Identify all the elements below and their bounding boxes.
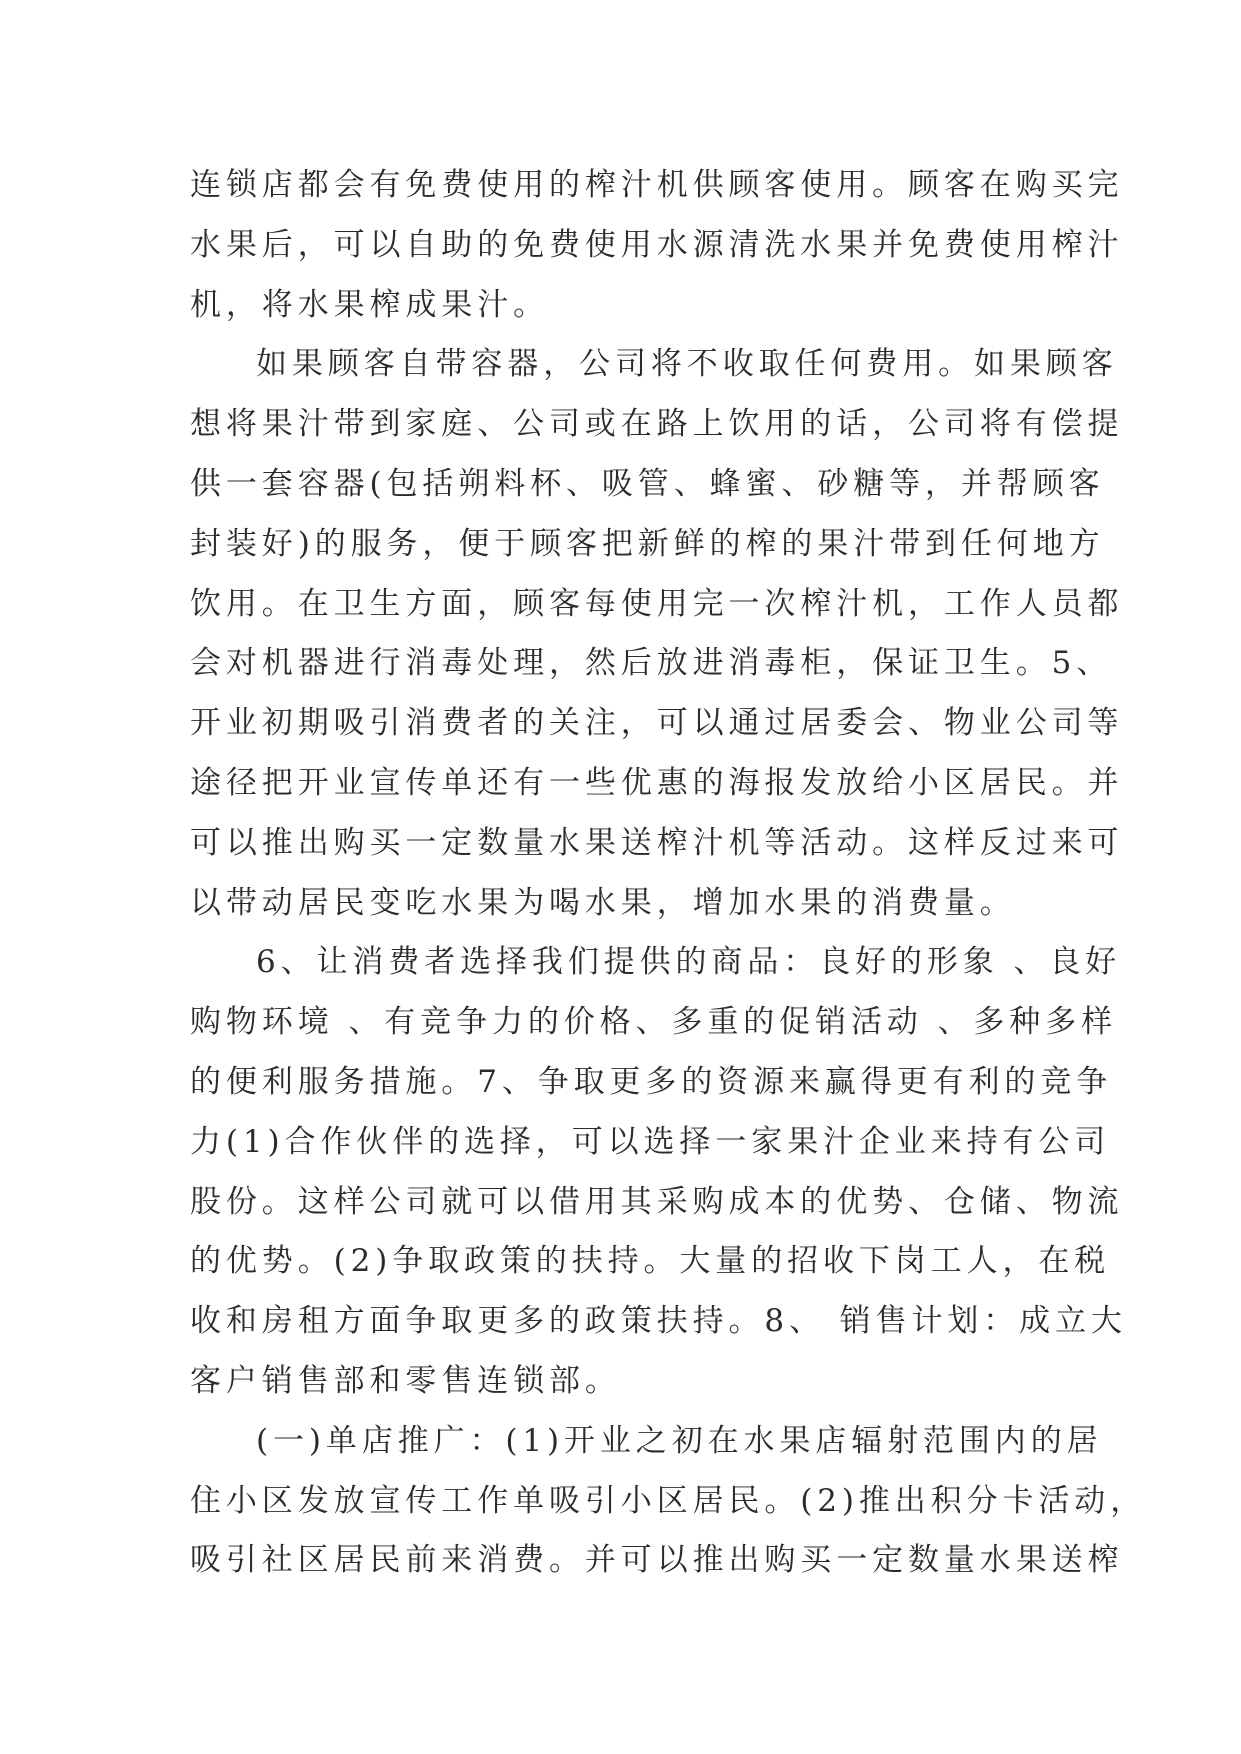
text-line: 力(1)合作伙伴的选择，可以选择一家果汁企业来持有公司 [190,1123,1111,1160]
text-line: 以带动居民变吃水果为喝水果，增加水果的消费量。 [190,884,1016,921]
text-line: 收和房租方面争取更多的政策扶持。8、 销售计划：成立大 [190,1303,1127,1340]
text-line: 吸引社区居民前来消费。并可以推出购买一定数量水果送榨 [190,1542,1124,1579]
text-line: 途径把开业宣传单还有一些优惠的海报发放给小区居民。并 [190,764,1124,801]
text-line: 住小区发放宣传工作单吸引小区居民。(2)推出积分卡活动， [190,1482,1147,1519]
text-line: (一)单店推广：(1)开业之初在水果店辐射范围内的居 [256,1422,1103,1459]
text-line: 连锁店都会有免费使用的榨汁机供顾客使用。顾客在购买完 [190,167,1124,203]
text-line: 的便利服务措施。7、争取更多的资源来赢得更有利的竞争 [190,1063,1113,1100]
text-line: 如果顾客自带容器，公司将不收取任何费用。如果顾客 [256,346,1118,383]
body-text [190,156,1147,1591]
text-line: 的优势。(2)争取政策的扶持。大量的招收下岗工人，在税 [190,1243,1111,1280]
text-line: 购物环境 、有竞争力的价格、多重的促销活动 、多种多样 [190,1004,1118,1041]
text-line: 封装好)的服务，便于顾客把新鲜的榨的果汁带到任何地方 [190,525,1105,562]
text-line: 水果后，可以自助的免费使用水源清洗水果并免费使用榨汁 [190,226,1124,263]
text-line: 饮用。在卫生方面，顾客每使用完一次榨汁机，工作人员都 [190,585,1124,622]
text-line: 开业初期吸引消费者的关注，可以通过居委会、物业公司等 [190,705,1124,742]
text-line: 客户销售部和零售连锁部。 [190,1362,621,1399]
text-line: 供一套容器(包括朔料杯、吸管、蜂蜜、砂糖等，并帮顾客 [190,465,1105,502]
text-line: 想将果汁带到家庭、公司或在路上饮用的话，公司将有偿提 [190,406,1124,443]
text-line: 6、让消费者选择我们提供的商品：良好的形象 、良好 [256,944,1122,981]
text-line: 可以推出购买一定数量水果送榨汁机等活动。这样反过来可 [190,824,1124,861]
text-line: 会对机器进行消毒处理，然后放进消毒柜，保证卫生。5、 [190,645,1113,682]
text-line: 股份。这样公司就可以借用其采购成本的优势、仓储、物流 [190,1183,1124,1220]
text-line: 机，将水果榨成果汁。 [190,286,549,323]
